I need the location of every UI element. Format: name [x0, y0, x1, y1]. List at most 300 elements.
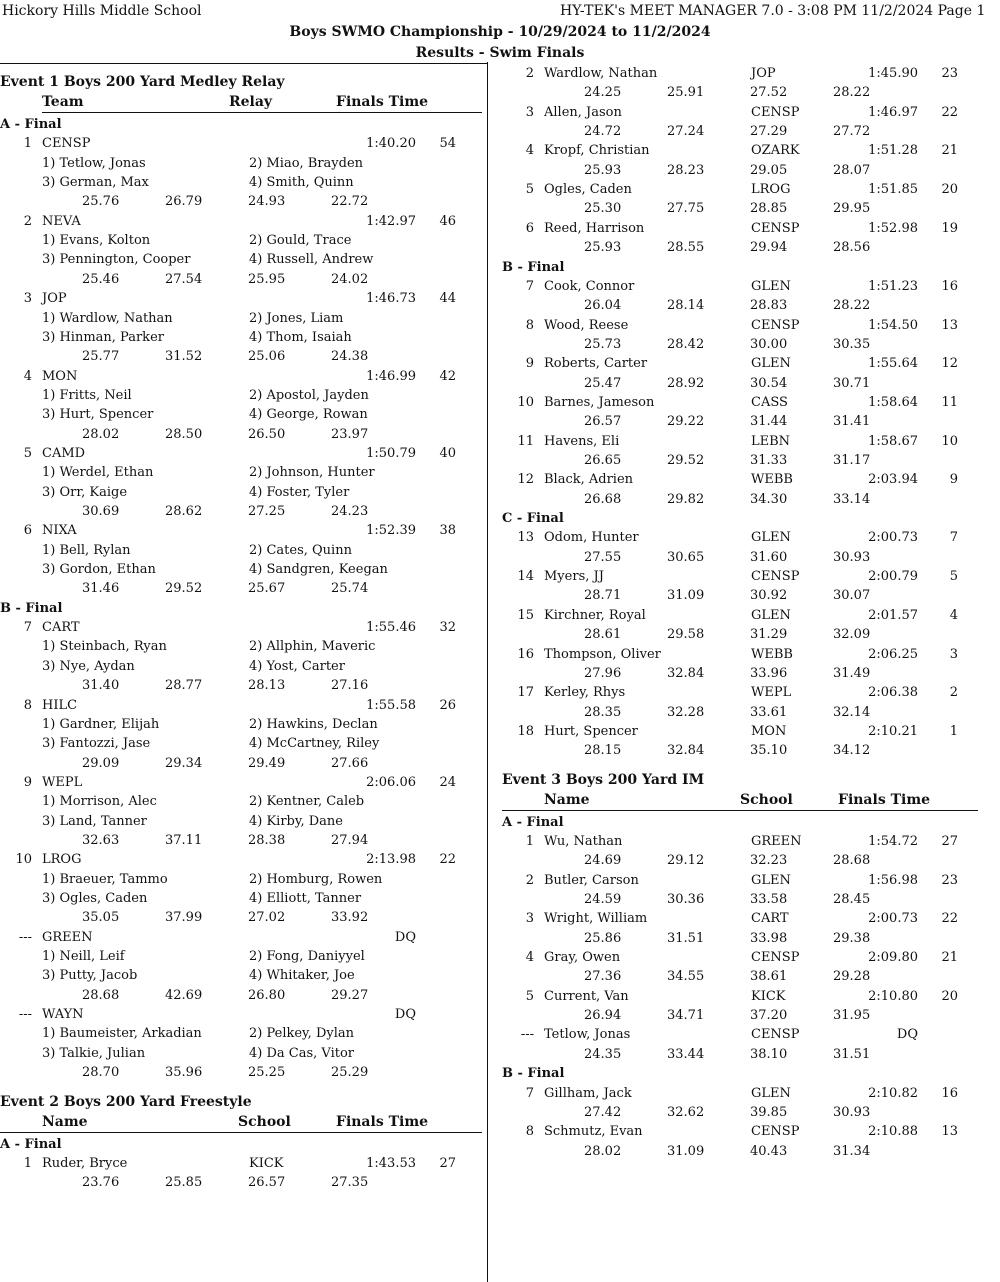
swimmer-4: 4) Yost, Carter — [249, 658, 345, 674]
split-time: 31.95 — [833, 1008, 871, 1024]
relay-swimmers-row — [0, 463, 485, 482]
split-time: 29.52 — [165, 581, 203, 597]
split-time: 33.14 — [833, 491, 871, 507]
final-label: B - Final — [502, 1066, 565, 1082]
swimmer-name: Wardlow, Nathan — [544, 66, 658, 81]
swimmer-2: 2) Gould, Trace — [249, 233, 352, 249]
finals-time: 1:43.53 — [366, 1155, 416, 1171]
split-time: 35.10 — [750, 743, 788, 759]
place: 12 — [517, 472, 534, 488]
finals-time: 1:52.39 — [366, 523, 416, 539]
team-name: NIXA — [42, 523, 77, 539]
split-time: 25.25 — [248, 1065, 286, 1081]
place: 3 — [23, 291, 32, 307]
splits-row — [502, 1045, 1000, 1064]
splits-row — [0, 347, 485, 366]
swimmer-row — [502, 1025, 1000, 1044]
splits-row — [502, 929, 1000, 948]
split-time: 28.56 — [833, 240, 871, 256]
swimmer-4: 4) Russell, Andrew — [249, 252, 374, 268]
relay-team-row — [0, 773, 485, 792]
points: 13 — [941, 317, 958, 333]
finals-time: 1:51.23 — [868, 278, 918, 294]
split-time: 27.29 — [750, 124, 788, 140]
finals-time: 2:00.73 — [868, 530, 918, 546]
split-time: 28.68 — [833, 853, 871, 869]
swimmer-3: 3) German, Max — [42, 175, 149, 191]
splits-row — [0, 192, 485, 211]
points: 27 — [941, 833, 958, 849]
final-heading — [502, 258, 1000, 277]
school: WEPL — [751, 685, 792, 701]
col-header-finals-time: Finals Time — [336, 1113, 429, 1130]
school: GLEN — [751, 278, 791, 294]
splits-row — [502, 238, 1000, 257]
place: 7 — [23, 620, 32, 636]
swimmer-4: 4) Da Cas, Vitor — [249, 1045, 354, 1061]
split-time: 33.92 — [331, 910, 369, 926]
split-time: 30.54 — [750, 375, 788, 391]
split-time: 31.51 — [667, 930, 705, 946]
place: 1 — [23, 136, 32, 152]
swimmer-3: 3) Talkie, Julian — [42, 1045, 146, 1061]
swimmer-name: Thompson, Oliver — [544, 646, 661, 662]
split-time: 31.46 — [82, 581, 120, 597]
split-time: 29.58 — [667, 627, 705, 643]
split-time: 29.05 — [750, 162, 788, 178]
place: --- — [18, 1007, 32, 1023]
finals-time: 2:10.80 — [868, 988, 918, 1004]
swimmer-1: 1) Tetlow, Jonas — [42, 155, 146, 171]
splits-row — [502, 625, 1000, 644]
split-time: 29.12 — [667, 853, 705, 869]
school: CART — [751, 911, 789, 927]
split-time: 26.50 — [248, 426, 286, 442]
swimmer-row — [0, 1154, 485, 1173]
school: CENSP — [751, 569, 800, 585]
points: 23 — [941, 872, 958, 888]
split-time: 30.69 — [82, 504, 120, 519]
points: 23 — [941, 66, 958, 81]
software-info: HY-TEK's MEET MANAGER 7.0 - 3:08 PM 11/2/2024 Page 1 — [560, 3, 986, 19]
split-time: 26.68 — [584, 491, 622, 507]
finals-time: 2:00.73 — [868, 911, 918, 927]
split-time: 28.92 — [667, 375, 705, 391]
split-time: 25.30 — [584, 201, 622, 217]
points: 12 — [941, 356, 958, 372]
swimmer-name: Cook, Connor — [544, 278, 635, 294]
split-time: 31.52 — [165, 349, 203, 365]
split-time: 27.66 — [331, 755, 369, 771]
split-time: 33.58 — [750, 892, 788, 907]
col-header-name: Name — [544, 791, 590, 808]
team-name: CART — [42, 620, 80, 636]
swimmer-1: 1) Neill, Leif — [42, 949, 125, 965]
school: KICK — [249, 1155, 284, 1171]
event-title-text: Event 1 Boys 200 Yard Medley Relay — [0, 74, 285, 90]
swimmer-row — [502, 832, 1000, 851]
swimmer-name: Schmutz, Evan — [544, 1124, 643, 1140]
split-time: 33.98 — [750, 930, 788, 946]
split-time: 25.76 — [82, 194, 120, 210]
split-time: 28.55 — [667, 240, 705, 256]
relay-swimmers-row — [0, 812, 485, 831]
swimmer-name: Barnes, Jameson — [544, 394, 655, 410]
split-time: 28.02 — [82, 426, 120, 442]
relay-swimmers-row — [0, 870, 485, 889]
relay-team-row — [0, 367, 485, 386]
swimmer-row — [502, 470, 1000, 489]
final-heading — [502, 813, 1000, 832]
col-header-school: School — [740, 791, 793, 808]
relay-team-row — [0, 134, 485, 153]
split-time: 32.84 — [667, 665, 705, 681]
place: 2 — [525, 872, 534, 888]
team-name: HILC — [42, 697, 78, 713]
swimmer-name: Tetlow, Jonas — [544, 1027, 631, 1043]
place: 4 — [23, 368, 32, 384]
points: 22 — [439, 852, 456, 868]
points: 4 — [949, 607, 958, 623]
split-time: 34.12 — [833, 743, 871, 759]
swimmer-3: 3) Pennington, Cooper — [42, 252, 191, 268]
swimmer-row — [502, 316, 1000, 335]
splits-row — [0, 754, 485, 773]
splits-row — [502, 335, 1000, 354]
split-time: 31.44 — [750, 414, 788, 430]
swimmer-2: 2) Apostol, Jayden — [249, 387, 369, 403]
split-time: 28.38 — [248, 832, 286, 848]
split-time: 32.84 — [667, 743, 705, 759]
split-time: 25.91 — [667, 85, 705, 101]
relay-swimmers-row — [0, 309, 485, 328]
splits-row — [0, 986, 485, 1005]
split-time: 37.99 — [165, 910, 203, 926]
school: OZARK — [751, 143, 800, 159]
final-label: A - Final — [502, 814, 564, 830]
school: CASS — [751, 394, 788, 410]
finals-time: 2:09.80 — [868, 950, 918, 966]
swimmer-4: 4) McCartney, Riley — [249, 736, 380, 752]
relay-swimmers-row — [0, 1024, 485, 1043]
swimmer-1: 1) Bell, Rylan — [42, 542, 131, 558]
finals-time: DQ — [896, 1027, 918, 1043]
split-time: 29.94 — [750, 240, 788, 256]
school: GLEN — [751, 356, 791, 372]
finals-time: 1:45.90 — [868, 66, 918, 81]
swimmer-name: Reed, Harrison — [544, 220, 645, 236]
swimmer-4: 4) Thom, Isaiah — [249, 329, 352, 345]
place: 10 — [517, 394, 534, 410]
split-time: 27.24 — [667, 124, 705, 140]
split-time: 31.29 — [750, 627, 788, 643]
swimmer-row — [502, 948, 1000, 967]
split-time: 27.35 — [331, 1175, 369, 1191]
split-time: 28.70 — [82, 1065, 120, 1081]
splits-row — [502, 1103, 1000, 1122]
splits-row — [0, 1063, 485, 1082]
splits-row — [502, 548, 1000, 567]
points: 21 — [941, 143, 958, 159]
swimmer-row — [502, 393, 1000, 412]
split-time: 27.52 — [750, 85, 788, 101]
split-time: 25.67 — [248, 581, 286, 597]
split-time: 28.85 — [750, 201, 788, 217]
split-time: 30.00 — [750, 336, 788, 352]
relay-swimmers-row — [0, 1044, 485, 1063]
points: 21 — [941, 950, 958, 966]
split-time: 32.14 — [833, 704, 871, 720]
finals-time: 1:54.50 — [868, 317, 918, 333]
relay-swimmers-row — [0, 231, 485, 250]
place: 8 — [525, 317, 534, 333]
column-header-row — [0, 93, 485, 112]
final-heading — [502, 509, 1000, 528]
relay-swimmers-row — [0, 657, 485, 676]
team-name: CENSP — [42, 136, 91, 152]
finals-time: 1:55.64 — [868, 356, 918, 372]
team-name: WAYN — [42, 1007, 84, 1023]
swimmer-3: 3) Hinman, Parker — [42, 329, 164, 345]
split-time: 29.28 — [833, 969, 871, 985]
split-time: 34.71 — [667, 1008, 705, 1024]
swimmer-1: 1) Fritts, Neil — [42, 387, 132, 403]
swimmer-name: Current, Van — [544, 988, 629, 1004]
place: 7 — [525, 1085, 534, 1101]
finals-time: 2:10.88 — [868, 1124, 918, 1140]
split-time: 27.72 — [833, 124, 871, 140]
swimmer-name: Butler, Carson — [544, 872, 639, 888]
splits-row — [502, 161, 1000, 180]
split-time: 27.96 — [584, 665, 622, 681]
relay-team-row — [0, 212, 485, 231]
finals-time: 2:01.57 — [868, 607, 918, 623]
split-time: 37.11 — [165, 832, 203, 848]
school: LROG — [751, 182, 791, 198]
swimmer-name: Ogles, Caden — [544, 182, 632, 198]
split-time: 27.94 — [331, 832, 369, 848]
split-time: 25.06 — [248, 349, 286, 365]
swimmer-3: 3) Land, Tanner — [42, 813, 147, 829]
final-heading — [0, 115, 485, 134]
col-header-finals-time: Finals Time — [838, 791, 931, 808]
relay-swimmers-row — [0, 734, 485, 753]
relay-swimmers-row — [0, 560, 485, 579]
splits-row — [0, 270, 485, 289]
points: 1 — [949, 723, 958, 739]
split-time: 26.94 — [584, 1008, 622, 1024]
school: CENSP — [751, 317, 800, 333]
swimmer-2: 2) Miao, Brayden — [249, 155, 364, 171]
splits-row — [502, 967, 1000, 986]
school: GREEN — [751, 833, 802, 849]
splits-row — [502, 296, 1000, 315]
split-time: 32.62 — [667, 1104, 705, 1120]
splits-row — [502, 412, 1000, 431]
split-time: 28.22 — [833, 85, 871, 101]
split-time: 34.55 — [667, 969, 705, 985]
split-time: 24.25 — [584, 85, 622, 101]
splits-row — [502, 83, 1000, 102]
finals-time: 2:06.38 — [868, 685, 918, 701]
split-time: 25.95 — [248, 271, 286, 287]
place: 5 — [525, 988, 534, 1004]
split-time: 26.04 — [584, 298, 622, 314]
final-heading — [0, 1135, 485, 1154]
splits-row — [502, 851, 1000, 870]
swimmer-2: 2) Allphin, Maveric — [249, 639, 376, 655]
split-time: 28.45 — [833, 892, 871, 907]
split-time: 26.57 — [584, 414, 622, 430]
school-name: Hickory Hills Middle School — [2, 3, 202, 19]
relay-swimmers-row — [0, 328, 485, 347]
col-header-school: School — [238, 1113, 291, 1130]
split-time: 25.73 — [584, 336, 622, 352]
school: MON — [751, 723, 787, 739]
points: 44 — [439, 291, 456, 307]
final-heading — [502, 1064, 1000, 1083]
place: 1 — [23, 1155, 32, 1171]
split-time: 27.75 — [667, 201, 705, 217]
place: 8 — [23, 697, 32, 713]
swimmer-3: 3) Gordon, Ethan — [42, 562, 156, 578]
event-title-text: Event 3 Boys 200 Yard IM — [502, 771, 705, 788]
finals-time: 2:13.98 — [366, 852, 416, 868]
split-time: 27.54 — [165, 271, 203, 287]
finals-time: 2:03.94 — [868, 472, 918, 488]
swimmer-4: 4) Kirby, Dane — [249, 813, 344, 829]
split-time: 38.61 — [750, 969, 788, 985]
split-time: 29.49 — [248, 755, 286, 771]
place: 2 — [525, 66, 534, 81]
place: 17 — [517, 685, 534, 701]
finals-time: 1:50.79 — [366, 445, 416, 461]
team-name: LROG — [42, 852, 82, 868]
split-time: 25.47 — [584, 375, 622, 391]
swimmer-row — [502, 277, 1000, 296]
points: 19 — [941, 220, 958, 236]
place: 5 — [23, 445, 32, 461]
place: 7 — [525, 278, 534, 294]
split-time: 31.51 — [833, 1046, 871, 1062]
swimmer-name: Kerley, Rhys — [544, 685, 626, 701]
swimmer-row — [502, 683, 1000, 702]
swimmer-row — [502, 722, 1000, 741]
relay-swimmers-row — [0, 483, 485, 502]
school: JOP — [751, 66, 776, 81]
place: 5 — [525, 182, 534, 198]
split-time: 24.38 — [331, 349, 369, 365]
header-rule — [0, 63, 487, 64]
split-time: 28.83 — [750, 298, 788, 314]
splits-row — [0, 579, 485, 598]
finals-time: 1:54.72 — [868, 833, 918, 849]
split-time: 24.23 — [331, 504, 369, 519]
swimmer-name: Gray, Owen — [544, 950, 621, 966]
swimmer-4: 4) Elliott, Tanner — [249, 891, 362, 906]
splits-row — [502, 703, 1000, 722]
swimmer-row — [502, 432, 1000, 451]
finals-time: 2:06.25 — [868, 646, 918, 662]
event-title — [0, 1093, 485, 1112]
points: 13 — [941, 1124, 958, 1140]
splits-row — [502, 741, 1000, 760]
finals-time: DQ — [394, 1007, 416, 1023]
finals-time: 1:52.98 — [868, 220, 918, 236]
header-underline — [502, 810, 978, 811]
swimmer-row — [502, 64, 1000, 83]
swimmer-4: 4) Foster, Tyler — [249, 484, 350, 500]
points: 26 — [439, 697, 456, 713]
split-time: 28.02 — [584, 1143, 622, 1159]
split-time: 29.52 — [667, 453, 705, 468]
swimmer-row — [502, 645, 1000, 664]
swimmer-name: Wu, Nathan — [544, 833, 623, 849]
split-time: 25.93 — [584, 240, 622, 256]
event-title — [0, 73, 485, 92]
split-time: 39.85 — [750, 1104, 788, 1120]
split-time: 26.79 — [165, 194, 203, 210]
split-time: 30.93 — [833, 549, 871, 565]
col-header-relay: Relay — [229, 94, 273, 110]
header-underline — [0, 1132, 482, 1133]
split-time: 33.96 — [750, 665, 788, 681]
split-time: 28.07 — [833, 162, 871, 178]
split-time: 31.09 — [667, 1143, 705, 1159]
swimmer-name: Gillham, Jack — [544, 1085, 632, 1101]
split-time: 37.20 — [750, 1008, 788, 1024]
split-time: 33.61 — [750, 704, 788, 720]
split-time: 24.72 — [584, 124, 622, 140]
split-time: 27.25 — [248, 504, 286, 519]
swimmer-4: 4) Whitaker, Joe — [249, 968, 355, 984]
final-label: B - Final — [502, 259, 565, 275]
swimmer-4: 4) George, Rowan — [249, 407, 368, 423]
finals-time: DQ — [394, 929, 416, 945]
swimmer-row — [502, 1122, 1000, 1141]
place: 10 — [15, 852, 32, 868]
finals-time: 1:46.73 — [366, 291, 416, 307]
relay-team-row — [0, 928, 485, 947]
relay-swimmers-row — [0, 541, 485, 560]
relay-team-row — [0, 618, 485, 637]
swimmer-name: Allen, Jason — [544, 104, 622, 120]
relay-swimmers-row — [0, 792, 485, 811]
split-time: 35.05 — [82, 910, 120, 926]
col-header-team: Team — [42, 94, 84, 110]
split-time: 26.57 — [248, 1175, 286, 1191]
split-time: 32.23 — [750, 853, 788, 869]
split-time: 28.68 — [82, 987, 120, 1003]
split-time: 30.92 — [750, 588, 788, 604]
split-time: 42.69 — [165, 987, 203, 1003]
points: 7 — [949, 530, 958, 546]
split-time: 31.41 — [833, 414, 871, 430]
split-time: 26.65 — [584, 453, 622, 468]
school: CENSP — [751, 220, 800, 236]
points: 46 — [439, 213, 456, 229]
relay-team-row — [0, 850, 485, 869]
split-time: 28.35 — [584, 704, 622, 720]
school: GLEN — [751, 530, 791, 546]
points: 5 — [949, 569, 958, 585]
relay-swimmers-row — [0, 154, 485, 173]
swimmer-row — [502, 219, 1000, 238]
relay-team-row — [0, 1005, 485, 1024]
split-time: 31.34 — [833, 1143, 871, 1159]
split-time: 23.76 — [82, 1175, 120, 1191]
splits-row — [502, 1142, 1000, 1161]
